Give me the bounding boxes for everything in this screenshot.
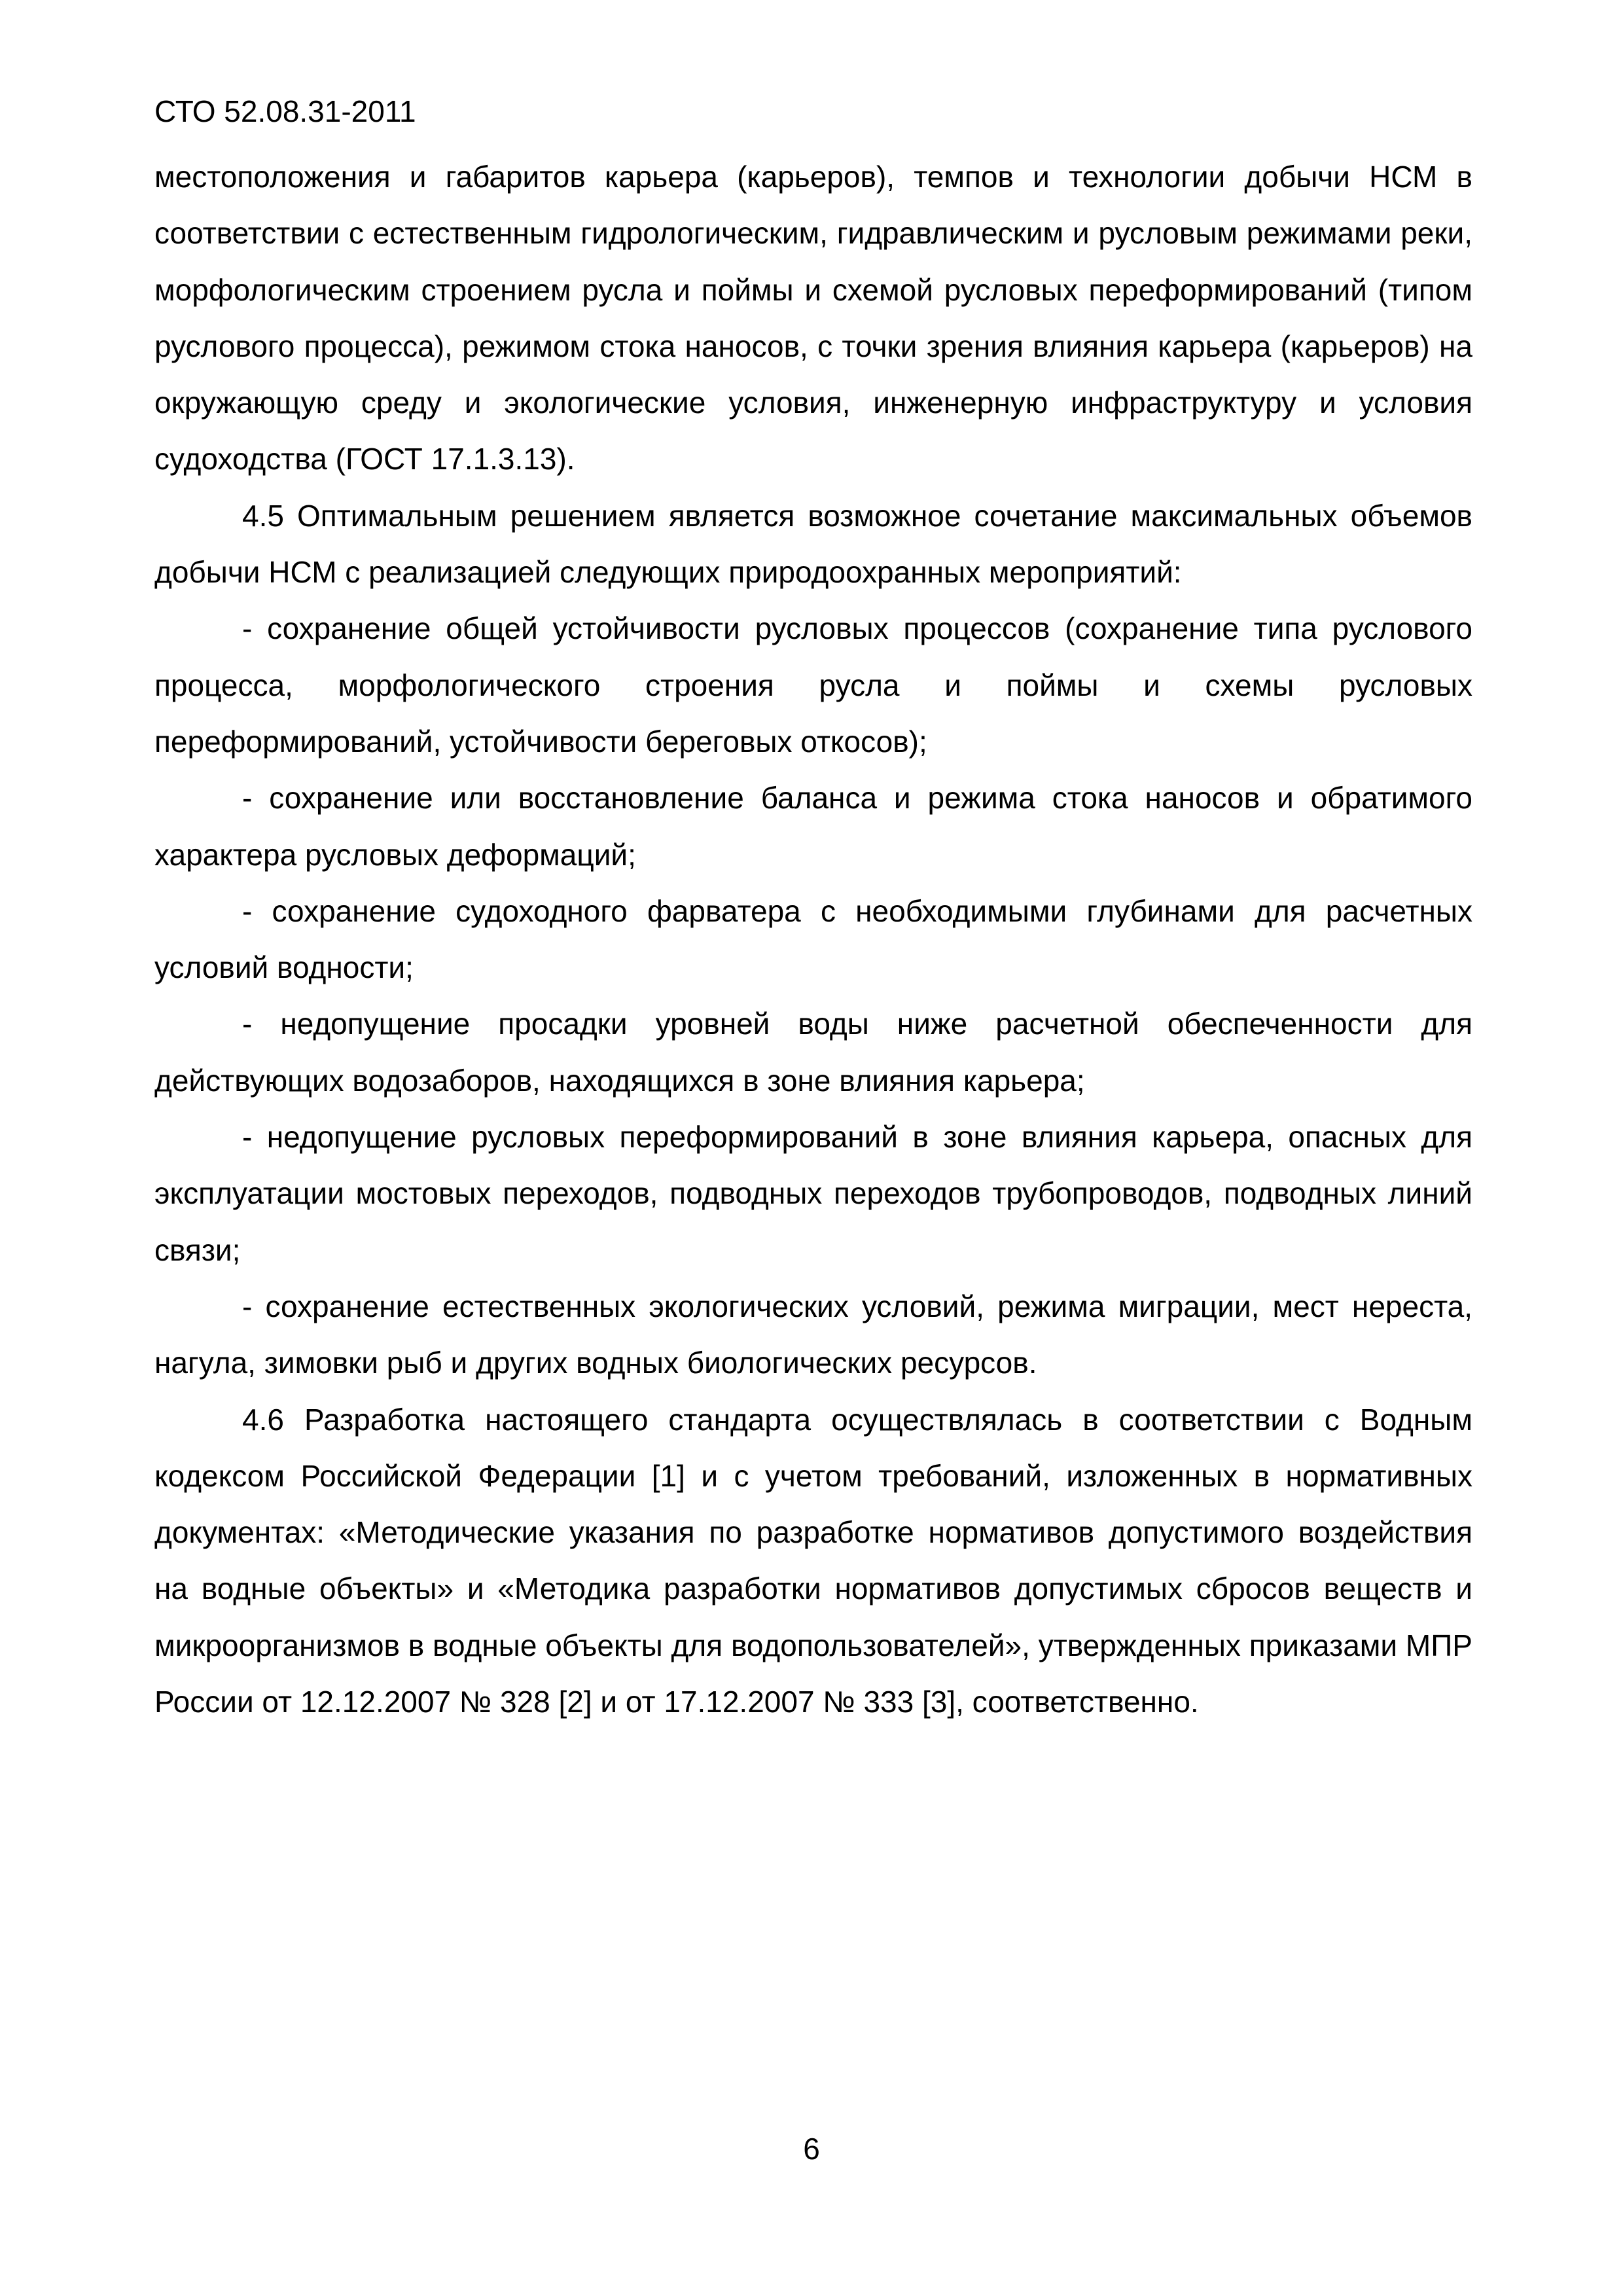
list-item-water-level: - недопущение просадки уровней воды ниже расчетной обеспеченности для действующих водозаборов, находящихся в зоне влияния карьера; [154,1007,1472,1098]
paragraph-continuation: местоположения и габаритов карьера (карьеров), темпов и технологии добычи НСМ в соответствии с естественным гидрологическим, гидравлическим и русловым режимами реки, морфологическим строением русла и поймы и схемой русловых переформирований (типом руслового процесса), режимом стока наносов, с точки зрения влияния карьера (карьеров) на окружающую среду и экологические условия, инженерную инфраструктуру и условия судоходства (ГОСТ 17.1.3.13). [154,160,1472,476]
paragraph-4-5: 4.5 Оптимальным решением является возможное сочетание максимальных объемов добычи НСМ с реализацией следующих природоохранных мероприятий: [154,498,1472,590]
list-item-ecology: - сохранение естественных экологических условий, режима миграции, мест нереста, нагула, зимовки рыб и других водных биологических ресурсов. [154,1289,1472,1380]
page-number: 6 [803,2132,820,2166]
list-item-sediment-balance: - сохранение или восстановление баланса и режима стока наносов и обратимого характера русловых деформаций; [154,781,1472,872]
list-item-channel-deformation: - недопущение русловых переформирований в зоне влияния карьера, опасных для эксплуатации мостовых переходов, подводных переходов трубопроводов, подводных линий связи; [154,1120,1472,1267]
document-code-header: СТО 52.08.31-2011 [154,94,416,128]
paragraph-4-6: 4.6 Разработка настоящего стандарта осуществлялась в соответствии с Водным кодексом Российской Федерации [1] и с учетом требований, изложенных в нормативных документах: «Методические указания по разработке нормативов допустимого воздействия на водные объекты» и «Методика разработки нормативов допустимых сбросов веществ и микроорганизмов в водные объекты для водопользователей», утвержденных приказами МПР России от 12.12.2007 № 328 [2] и от 17.12.2007 № 333 [3], соответственно. [154,1402,1472,1719]
list-item-navigation-channel: - сохранение судоходного фарватера с необходимыми глубинами для расчетных условий водности; [154,893,1472,985]
list-item-river-stability: - сохранение общей устойчивости русловых процессов (сохранение типа руслового процесса, морфологического строения русла и поймы и схемы русловых переформирований, устойчивости береговых откосов); [154,611,1472,759]
document-body [154,149,1472,1730]
